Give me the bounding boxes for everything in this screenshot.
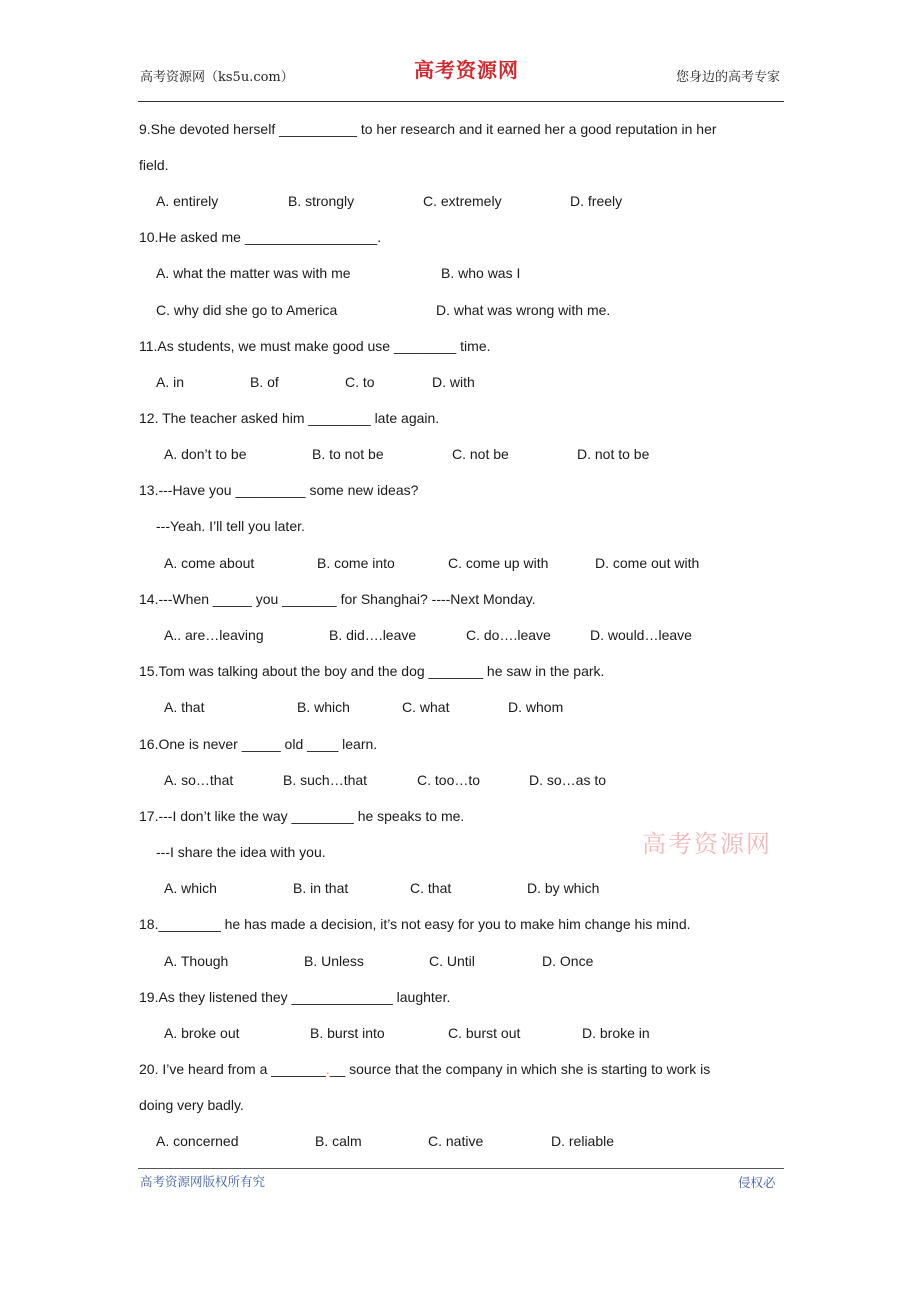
question-20-option-c: C. native [428,1133,484,1149]
question-20-stem-part-2: __ source that the company in which she is starting to work is [329,1061,711,1077]
question-13-stem-line-2: ---Yeah. I’ll tell you later. [156,518,305,534]
question-15-option-d: D. whom [508,699,564,715]
question-10-option-c: C. why did she go to America [156,302,338,318]
question-11-option-d: D. with [432,374,475,390]
question-15-option-a: A. that [164,699,205,715]
question-9-stem-line-1: 9.She devoted herself __________ to her research and it earned her a good reputation in her [139,121,717,137]
question-16-option-b: B. such…that [283,772,368,788]
question-15-stem: 15.Tom was talking about the boy and the dog _______ he saw in the park. [139,663,605,679]
question-12-option-d: D. not to be [577,446,650,462]
question-13-option-b: B. come into [317,555,395,571]
question-11-option-c: C. to [345,374,375,390]
question-19-option-b: B. burst into [310,1025,385,1041]
question-17-stem-line-2: ---I share the idea with you. [156,844,326,860]
question-17-option-d: D. by which [527,880,600,896]
question-12-option-b: B. to not be [312,446,384,462]
question-10-stem: 10.He asked me _________________. [139,229,382,245]
watermark: 高考资源网 [642,830,772,858]
question-19-option-d: D. broke in [582,1025,650,1041]
question-16-stem: 16.One is never _____ old ____ learn. [139,736,378,752]
question-20-stem-part-1: 20. I’ve heard from a _______ [139,1061,326,1077]
question-20-option-b: B. calm [315,1133,362,1149]
orange-dot-mark: . [325,1061,330,1077]
question-14-option-b: B. did….leave [329,627,417,643]
question-12-option-c: C. not be [452,446,509,462]
question-18-option-d: D. Once [542,953,594,969]
footer-copyright: 高考资源网版权所有究 [140,1174,266,1189]
question-10-option-a: A. what the matter was with me [156,265,351,281]
question-9-option-b: B. strongly [288,193,355,209]
question-10-option-b: B. who was I [441,265,521,281]
question-9-stem-line-2: field. [139,157,169,173]
question-17-option-b: B. in that [293,880,349,896]
question-16-option-d: D. so…as to [529,772,607,788]
question-12-option-a: A. don’t to be [164,446,247,462]
question-16-option-c: C. too…to [417,772,481,788]
question-11-stem: 11.As students, we must make good use ________ time. [139,338,491,354]
question-15-option-b: B. which [297,699,350,715]
header-divider [138,101,784,102]
question-12-stem: 12. The teacher asked him ________ late again. [139,410,440,426]
question-14-option-d: D. would…leave [590,627,692,643]
question-18-stem: 18.________ he has made a decision, it’s not easy for you to make him change his mind. [139,916,691,932]
question-18-option-b: B. Unless [304,953,364,969]
question-18-option-a: A. Though [164,953,229,969]
question-17-stem-line-1: 17.---I don’t like the way ________ he speaks to me. [139,808,465,824]
question-14-option-c: C. do….leave [466,627,551,643]
header-site-name: 高考资源网（ks5u.com） [140,70,294,85]
footer-infringement-notice: 侵权必 [738,1175,776,1190]
question-14-option-a: A.. are…leaving [164,627,264,643]
question-19-stem: 19.As they listened they _____________ laughter. [139,989,451,1005]
question-11-option-b: B. of [250,374,279,390]
question-19-option-a: A. broke out [164,1025,240,1041]
question-20-option-d: D. reliable [551,1133,615,1149]
question-17-option-a: A. which [164,880,217,896]
question-13-option-d: D. come out with [595,555,700,571]
question-18-option-c: C. Until [429,953,475,969]
question-20-option-a: A. concerned [156,1133,239,1149]
question-11-option-a: A. in [156,374,185,390]
question-9-option-c: C. extremely [423,193,502,209]
question-20-stem-line-2: doing very badly. [139,1097,244,1113]
question-9-option-d: D. freely [570,193,623,209]
header-logo: 高考资源网 [414,58,519,82]
question-14-stem: 14.---When _____ you _______ for Shanghai? ----Next Monday. [139,591,536,607]
question-10-option-d: D. what was wrong with me. [436,302,611,318]
question-20-stem-line-1 [139,1061,710,1077]
header-slogan: 您身边的高考专家 [676,70,781,85]
footer-divider [138,1168,784,1169]
question-9-option-a: A. entirely [156,193,219,209]
question-15-option-c: C. what [402,699,450,715]
question-19-option-c: C. burst out [448,1025,521,1041]
question-16-option-a: A. so…that [164,772,234,788]
question-13-stem-line-1: 13.---Have you _________ some new ideas? [139,482,419,498]
question-17-option-c: C. that [410,880,452,896]
question-13-option-c: C. come up with [448,555,549,571]
question-13-option-a: A. come about [164,555,255,571]
